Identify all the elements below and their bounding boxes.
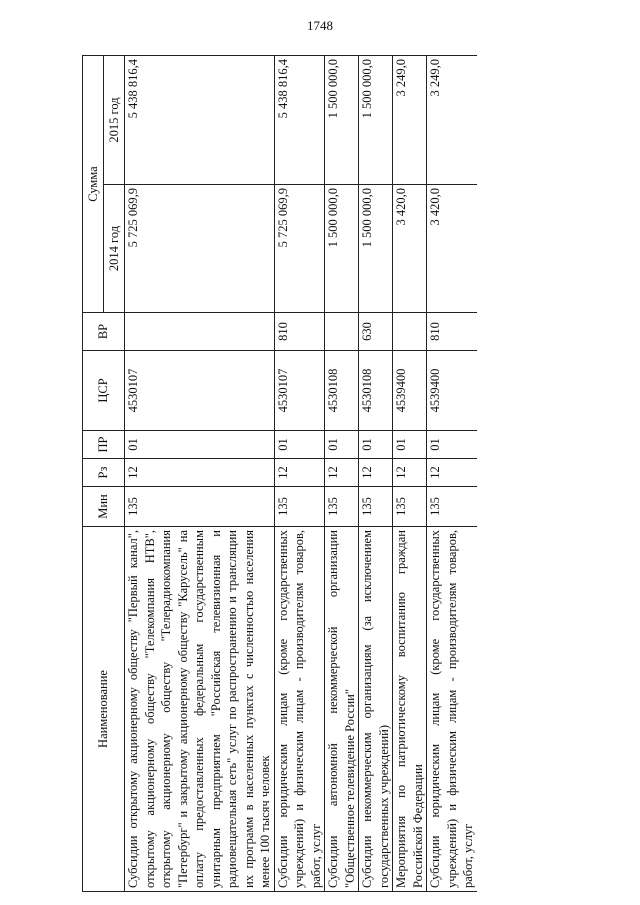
column-header-min: Мин (83, 487, 125, 527)
row-sum-2014: 3 420,0 (393, 185, 427, 313)
row-pr: 01 (325, 431, 359, 459)
column-header-vr: ВР (83, 313, 125, 351)
row-min: 135 (125, 487, 275, 527)
row-name: Мероприятия по патриотическому воспитанию граждан Российской Федерации (393, 527, 427, 892)
row-rz: 12 (427, 459, 477, 487)
row-pr: 01 (274, 431, 325, 459)
row-sum-2014: 5 725 069,9 (125, 185, 275, 313)
column-header-name: Наименование (83, 527, 125, 892)
column-header-sum: Сумма (83, 56, 104, 313)
budget-table (82, 55, 477, 892)
table-row (125, 56, 275, 892)
row-min: 135 (393, 487, 427, 527)
row-rz: 12 (274, 459, 325, 487)
row-vr (125, 313, 275, 351)
table-row (359, 56, 393, 892)
row-vr (325, 313, 359, 351)
row-pr: 01 (359, 431, 393, 459)
row-csr: 4539400 (393, 351, 427, 431)
table-row (393, 56, 427, 892)
row-pr: 01 (393, 431, 427, 459)
row-sum-2015: 1 500 000,0 (325, 56, 359, 185)
row-min: 135 (427, 487, 477, 527)
row-min: 135 (274, 487, 325, 527)
row-sum-2015: 3 249,0 (393, 56, 427, 185)
column-header-2014: 2014 год (104, 185, 125, 313)
row-name: Субсидии юридическим лицам (кроме государственных учреждений) и физическим лицам - производителям товаров, работ, услуг (274, 527, 325, 892)
table-row (274, 56, 325, 892)
row-name: Субсидии некоммерческим организациям (за исключением государственных учреждений) (359, 527, 393, 892)
row-min: 135 (359, 487, 393, 527)
column-header-pr: ПР (83, 431, 125, 459)
table-row (325, 56, 359, 892)
row-sum-2014: 5 725 069,9 (274, 185, 325, 313)
rotated-page-content (82, 56, 602, 892)
column-header-2015: 2015 год (104, 56, 125, 185)
row-min: 135 (325, 487, 359, 527)
row-pr: 01 (125, 431, 275, 459)
row-csr: 4530108 (359, 351, 393, 431)
row-sum-2014: 1 500 000,0 (359, 185, 393, 313)
row-rz: 12 (125, 459, 275, 487)
row-sum-2014: 1 500 000,0 (325, 185, 359, 313)
row-rz: 12 (359, 459, 393, 487)
row-pr: 01 (427, 431, 477, 459)
column-header-csr: ЦСР (83, 351, 125, 431)
column-header-rz: Рз (83, 459, 125, 487)
table-row (427, 56, 477, 892)
row-name: Субсидии открытому акционерному обществу "Первый канал", открытому акционерному обществу "Телекомпания НТВ", открытому акционерному обществу "Телерадиокомпания "Петербург" и закрытому акционерному обществу "Карусель" на оплату предоставленных федеральным государственным унитарным предприятием "Российская телевизионная и радиовещательная сеть" услуг по распространению и трансляции их программ в населенных пунктах с численностью населения менее 100 тысяч человек (125, 527, 275, 892)
row-sum-2015: 5 438 816,4 (274, 56, 325, 185)
row-name: Субсидии автономной некоммерческой организации "Общественное телевидение России" (325, 527, 359, 892)
row-vr (393, 313, 427, 351)
row-csr: 4530108 (325, 351, 359, 431)
row-sum-2015: 3 249,0 (427, 56, 477, 185)
row-rz: 12 (393, 459, 427, 487)
row-sum-2014: 3 420,0 (427, 185, 477, 313)
row-vr: 810 (427, 313, 477, 351)
row-csr: 4530107 (274, 351, 325, 431)
row-name: Субсидии юридическим лицам (кроме государственных учреждений) и физическим лицам - производителям товаров, работ, услуг (427, 527, 477, 892)
row-csr: 4530107 (125, 351, 275, 431)
row-vr: 630 (359, 313, 393, 351)
page-number: 1748 (307, 18, 333, 33)
row-csr: 4539400 (427, 351, 477, 431)
row-sum-2015: 1 500 000,0 (359, 56, 393, 185)
row-rz: 12 (325, 459, 359, 487)
row-sum-2015: 5 438 816,4 (125, 56, 275, 185)
row-vr: 810 (274, 313, 325, 351)
